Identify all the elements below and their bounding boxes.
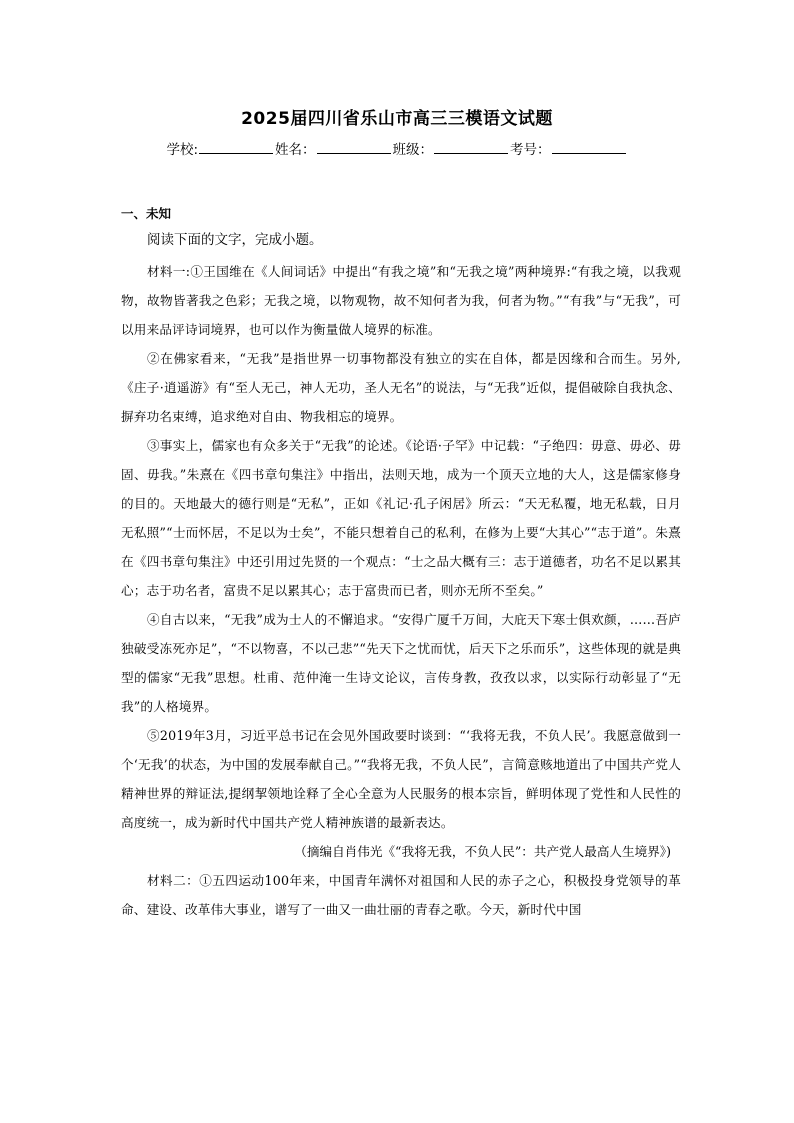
paragraph: ⑤2019年3月，习近平总书记在会见外国政要时谈到：“‘我将无我，不负人民’。我愿意做到一个‘无我’的状态，为中国的发展奉献自己。”“我将无我，不负人民”，言简意赅地道出了中国共产党人精神世界的辩证法,提纲挈领地诠释了全心全意为人民服务的根本宗旨，鲜明体现了党性和人民性的高度统一，成为新时代中国共产党人精神族谱的最新表达。 <box>121 728 681 830</box>
paragraph: ②在佛家看来，“无我”是指世界一切事物都没有独立的实在自体，都是因缘和合而生。另外,《庄子·逍遥游》有“至人无己，神人无功，圣人无名”的说法，与“无我”近似，提倡破除自我执念、摒弃功名束缚，追求绝对自由、物我相忘的境界。 <box>121 351 681 424</box>
reading-passage <box>121 257 681 924</box>
paragraph: 材料二：①五四运动100年来，中国青年满怀对祖国和人民的赤子之心，积极投身党领导的革命、建设、改革伟大事业，谱写了一曲又一曲壮丽的青春之歌。今天，新时代中国 <box>121 873 681 917</box>
exam-no-label: 考号： <box>510 142 551 158</box>
school-label: 学校: <box>166 142 199 158</box>
student-info-row <box>0 138 794 158</box>
name-blank <box>317 139 391 154</box>
source-citation: （摘编自肖伟光《“我将无我，不负人民”：共产党人最高人生境界》) <box>294 844 671 859</box>
exam-title: 2025届四川省乐山市高三三模语文试题 <box>241 109 553 129</box>
paragraph: 材料一:①王国维在《人间词话》中提出“有我之境”和“无我之境”两种境界:“有我之境，以我观物，故物皆著我之色彩；无我之境，以物观物，故不知何者为我，何者为物。”“有我”与“无我”，可以用来品评诗词境界，也可以作为衡量做人境界的标准。 <box>121 264 681 337</box>
school-blank <box>199 139 273 154</box>
reading-instruction: 阅读下面的文字，完成小题。 <box>147 232 323 248</box>
class-blank <box>434 139 508 154</box>
exam-no-blank <box>552 139 626 154</box>
paragraph: ③事实上，儒家也有众多关于“无我”的论述。《论语·子罕》中记载：“子绝四：毋意、毋必、毋固、毋我。”朱熹在《四书章句集注》中指出，法则天地，成为一个顶天立地的大人，这是儒家修身的目的。天地最大的德行则是“无私”，正如《礼记·孔子闲居》所云：“天无私覆，地无私载，日月无私照”“士而怀居，不足以为士矣”，不能只想着自己的私利，在修为上要“大其心”“志于道”。朱熹在《四书章句集注》中还引用过先贤的一个观点：“士之品大概有三：志于道德者，功名不足以累其心；志于功名者，富贵不足以累其心；志于富贵而已者，则亦无所不至矣。” <box>121 438 681 598</box>
class-label: 班级： <box>392 142 434 158</box>
name-label: 姓名： <box>275 142 316 158</box>
section-heading: 一、未知 <box>121 206 172 221</box>
paragraph: ④自古以来，“无我”成为士人的不懈追求。“安得广厦千万间，大庇天下寒士俱欢颜，……吾庐独破受冻死亦足”，“不以物喜，不以己悲”“先天下之忧而忧，后天下之乐而乐”，这些体现的就是典型的儒家“无我”思想。杜甫、范仲淹一生诗文论议，言传身教，孜孜以求，以实际行动彰显了“无我”的人格境界。 <box>121 612 681 714</box>
